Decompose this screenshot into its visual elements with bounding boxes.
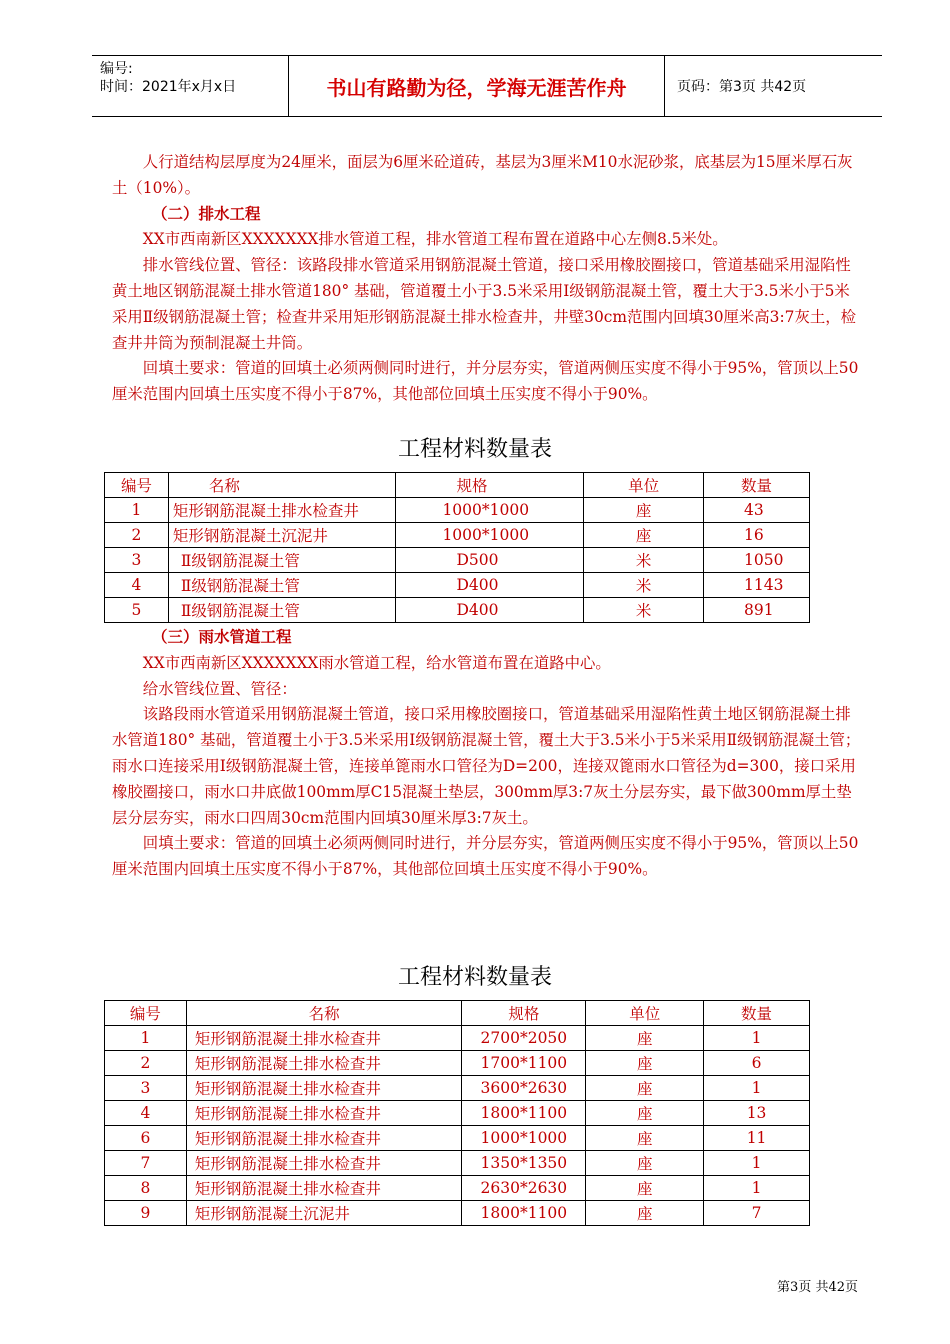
col-header-qty: 数量 — [704, 1001, 810, 1026]
cell-id: 1 — [105, 1026, 187, 1051]
section-heading-drainage: （二）排水工程 — [152, 204, 261, 223]
table-row — [105, 523, 810, 548]
cell-spec: D400 — [396, 573, 584, 598]
cell-qty: 1 — [704, 1076, 810, 1101]
table-row — [105, 1101, 810, 1126]
header-motto: 书山有路勤为径，学海无涯苦作舟 — [289, 56, 665, 116]
cell-unit: 座 — [586, 1176, 704, 1201]
cell-id: 9 — [105, 1201, 187, 1226]
date-label: 时间：2021年x月x日 — [100, 79, 237, 95]
document-body — [112, 150, 862, 408]
table-row — [105, 1076, 810, 1101]
cell-qty: 1143 — [704, 573, 810, 598]
header-page-number: 页码：第3页 共42页 — [677, 79, 807, 95]
col-header-id: 编号 — [105, 473, 169, 498]
header-meta — [92, 56, 289, 116]
cell-id: 3 — [105, 1076, 187, 1101]
col-header-spec: 规格 — [396, 473, 584, 498]
cell-spec: D400 — [396, 598, 584, 623]
cell-unit: 座 — [586, 1051, 704, 1076]
cell-qty: 13 — [704, 1101, 810, 1126]
cell-unit: 座 — [586, 1076, 704, 1101]
col-header-name: 名称 — [186, 1001, 462, 1026]
cell-qty: 16 — [704, 523, 810, 548]
cell-id: 2 — [105, 1051, 187, 1076]
table-row — [105, 1026, 810, 1051]
col-header-qty: 数量 — [704, 473, 810, 498]
paragraph-rainwater-label: 给水管线位置、管径： — [142, 679, 297, 698]
cell-name: 矩形钢筋混凝土排水检查井 — [186, 1176, 462, 1201]
cell-qty: 11 — [704, 1126, 810, 1151]
cell-unit: 座 — [586, 1201, 704, 1226]
cell-spec: 1000*1000 — [396, 523, 584, 548]
document-body-2 — [112, 625, 862, 883]
paragraph-backfill-2: 回填土要求：管道的回填土必须两侧同时进行，并分层夯实，管道两侧压实度不得小于95%，管顶以上50厘米范围内回填土压实度不得小于87%，其他部位回填土压实度不得小于90%。 — [112, 834, 859, 879]
col-header-name: 名称 — [168, 473, 396, 498]
paragraph-rainwater-intro: XX市西南新区XXXXXXX雨水管道工程，给水管道布置在道路中心。 — [142, 653, 611, 672]
cell-id: 3 — [105, 548, 169, 573]
cell-spec: 2700*2050 — [462, 1026, 586, 1051]
cell-qty: 891 — [704, 598, 810, 623]
cell-unit: 米 — [584, 598, 704, 623]
cell-spec: 1350*1350 — [462, 1151, 586, 1176]
col-header-spec: 规格 — [462, 1001, 586, 1026]
cell-id: 4 — [105, 573, 169, 598]
cell-qty: 6 — [704, 1051, 810, 1076]
table-row — [105, 548, 810, 573]
table-row — [105, 598, 810, 623]
materials-table-2 — [104, 1000, 810, 1226]
cell-name: 矩形钢筋混凝土排水检查井 — [186, 1051, 462, 1076]
cell-spec: 1800*1100 — [462, 1201, 586, 1226]
cell-id: 1 — [105, 498, 169, 523]
cell-id: 7 — [105, 1151, 187, 1176]
cell-unit: 米 — [584, 573, 704, 598]
cell-unit: 座 — [586, 1026, 704, 1051]
cell-id: 4 — [105, 1101, 187, 1126]
table-header-row — [105, 1001, 810, 1026]
cell-spec: 2630*2630 — [462, 1176, 586, 1201]
table-row — [105, 1126, 810, 1151]
cell-id: 5 — [105, 598, 169, 623]
code-label: 编号: — [100, 61, 133, 77]
cell-spec: 1700*1100 — [462, 1051, 586, 1076]
cell-name: 矩形钢筋混凝土排水检查井 — [186, 1026, 462, 1051]
cell-name: 矩形钢筋混凝土沉泥井 — [186, 1201, 462, 1226]
cell-name: 矩形钢筋混凝土排水检查井 — [186, 1151, 462, 1176]
cell-name: Ⅱ级钢筋混凝土管 — [168, 598, 396, 623]
cell-name: Ⅱ级钢筋混凝土管 — [168, 548, 396, 573]
cell-qty: 43 — [704, 498, 810, 523]
cell-unit: 座 — [586, 1126, 704, 1151]
cell-unit: 米 — [584, 548, 704, 573]
table-row — [105, 1201, 810, 1226]
cell-qty: 1 — [704, 1176, 810, 1201]
cell-qty: 7 — [704, 1201, 810, 1226]
table1-title: 工程材料数量表 — [397, 437, 552, 462]
cell-name: 矩形钢筋混凝土排水检查井 — [186, 1101, 462, 1126]
table-row — [105, 1176, 810, 1201]
col-header-unit: 单位 — [586, 1001, 704, 1026]
cell-name: Ⅱ级钢筋混凝土管 — [168, 573, 396, 598]
materials-table-1 — [104, 472, 810, 623]
table-row — [105, 498, 810, 523]
cell-unit: 座 — [586, 1151, 704, 1176]
paragraph-drainage-intro: XX市西南新区XXXXXXX排水管道工程，排水管道工程布置在道路中心左侧8.5米处。 — [142, 230, 728, 249]
cell-qty: 1050 — [704, 548, 810, 573]
cell-name: 矩形钢筋混凝土排水检查井 — [186, 1076, 462, 1101]
page-header — [92, 55, 882, 117]
table-row — [105, 1051, 810, 1076]
cell-unit: 座 — [584, 523, 704, 548]
cell-spec: 3600*2630 — [462, 1076, 586, 1101]
cell-name: 矩形钢筋混凝土排水检查井 — [186, 1126, 462, 1151]
cell-unit: 座 — [584, 498, 704, 523]
paragraph-sidewalk: 人行道结构层厚度为24厘米，面层为6厘米砼道砖，基层为3厘米M10水泥砂浆，底基层为15厘米厚石灰土（10%）。 — [112, 153, 853, 197]
table-header-row — [105, 473, 810, 498]
paragraph-rainwater-pipes: 该路段雨水管道采用钢筋混凝土管道，接口采用橡胶圈接口，管道基础采用湿陷性黄土地区钢筋混凝土排水管道180° 基础，管道覆土小于3.5米采用Ⅰ级钢筋混凝土管，覆土大于3.5米小于5米采用Ⅱ级钢筋混凝土管；雨水口连接采用Ⅰ级钢筋混凝土管，连接单篦雨水口管径为D=200，连接双篦雨水口管径为d=300，接口采用橡胶圈接口，雨水口井底做100mm厚C15混凝土垫层，300mm厚3:7灰土分层夯实，最下做300mm厚土垫层分层夯实，雨水口四周30cm范围内回填30厘米厚3:7灰土。 — [112, 705, 861, 827]
paragraph-backfill-1: 回填土要求：管道的回填土必须两侧同时进行，并分层夯实，管道两侧压实度不得小于95%，管顶以上50厘米范围内回填土压实度不得小于87%，其他部位回填土压实度不得小于90%。 — [112, 359, 859, 404]
paragraph-drainage-pipes: 排水管线位置、管径：该路段排水管道采用钢筋混凝土管道，接口采用橡胶圈接口，管道基础采用湿陷性黄土地区钢筋混凝土排水管道180° 基础，管道覆土小于3.5米采用Ⅰ级钢筋混凝土管，覆土大于3.5米小于5米采用Ⅱ级钢筋混凝土管；检查井采用矩形钢筋混凝土排水检查井，井壁30cm范围内回填30厘米高3:7灰土，检查井井筒为预制混凝土井筒。 — [112, 256, 857, 352]
table-row — [105, 1151, 810, 1176]
cell-id: 8 — [105, 1176, 187, 1201]
table2-title: 工程材料数量表 — [397, 965, 552, 990]
cell-spec: D500 — [396, 548, 584, 573]
cell-spec: 1000*1000 — [396, 498, 584, 523]
cell-spec: 1000*1000 — [462, 1126, 586, 1151]
col-header-id: 编号 — [105, 1001, 187, 1026]
cell-qty: 1 — [704, 1151, 810, 1176]
page-footer-number: 第3页 共42页 — [777, 1280, 858, 1295]
cell-unit: 座 — [586, 1101, 704, 1126]
table-row — [105, 573, 810, 598]
cell-spec: 1800*1100 — [462, 1101, 586, 1126]
cell-name: 矩形钢筋混凝土排水检查井 — [168, 498, 396, 523]
cell-qty: 1 — [704, 1026, 810, 1051]
section-heading-rainwater: （三）雨水管道工程 — [152, 628, 292, 646]
cell-id: 6 — [105, 1126, 187, 1151]
cell-name: 矩形钢筋混凝土沉泥井 — [168, 523, 396, 548]
cell-id: 2 — [105, 523, 169, 548]
col-header-unit: 单位 — [584, 473, 704, 498]
